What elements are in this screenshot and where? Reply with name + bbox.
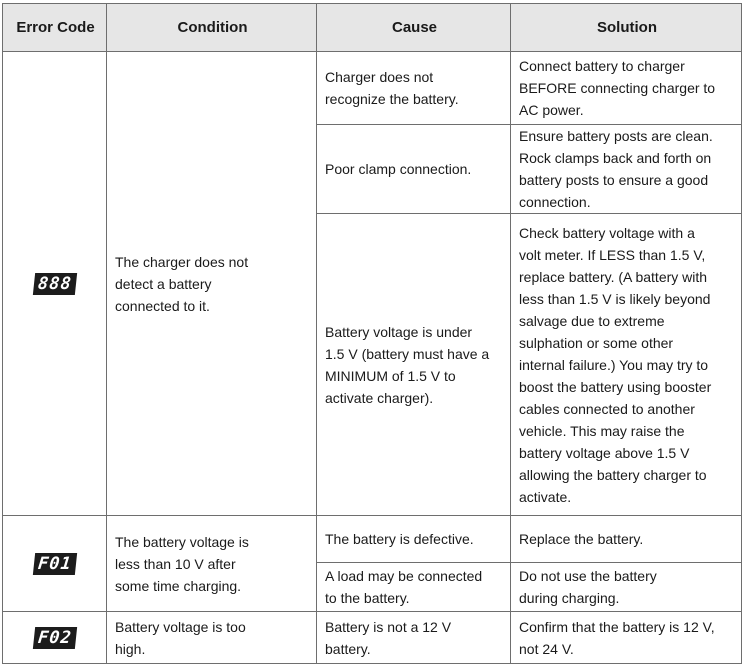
error-code-cell bbox=[3, 516, 107, 612]
cause-cell: Poor clamp connection. bbox=[317, 125, 511, 214]
header-solution: Solution bbox=[511, 4, 742, 52]
table-row bbox=[3, 516, 742, 563]
solution-cell: Check battery voltage with a volt meter. If LESS than 1.5 V, replace battery. (A battery with less than 1.5 V is likely beyond salvage due to extreme sulphation or some other internal failure.) You may try to boost the battery using booster cables connected to another vehicle. This may raise the battery voltage above 1.5 V allowing the battery charger to activate. bbox=[511, 214, 742, 516]
error-code-table bbox=[2, 3, 742, 664]
lcd-code-f01: F01 bbox=[32, 553, 76, 575]
solution-cell: Confirm that the battery is 12 V, not 24 V. bbox=[511, 612, 742, 664]
solution-cell: Connect battery to charger BEFORE connecting charger to AC power. bbox=[511, 52, 742, 125]
solution-cell: Do not use the battery during charging. bbox=[511, 563, 742, 612]
cause-cell: Battery voltage is under 1.5 V (battery must have a MINIMUM of 1.5 V to activate charger). bbox=[317, 214, 511, 516]
header-condition: Condition bbox=[107, 4, 317, 52]
lcd-code-f02: F02 bbox=[32, 627, 76, 649]
header-error-code: Error Code bbox=[3, 4, 107, 52]
condition-cell: Battery voltage is too high. bbox=[107, 612, 317, 664]
table-row bbox=[3, 612, 742, 664]
error-code-cell bbox=[3, 52, 107, 516]
header-cause: Cause bbox=[317, 4, 511, 52]
cause-cell: Charger does not recognize the battery. bbox=[317, 52, 511, 125]
cause-cell: A load may be connected to the battery. bbox=[317, 563, 511, 612]
table-header-row bbox=[3, 4, 742, 52]
cause-cell: Battery is not a 12 V battery. bbox=[317, 612, 511, 664]
solution-cell: Ensure battery posts are clean. Rock clamps back and forth on battery posts to ensure a good connection. bbox=[511, 125, 742, 214]
condition-cell: The battery voltage is less than 10 V after some time charging. bbox=[107, 516, 317, 612]
table-row bbox=[3, 52, 742, 125]
cause-cell: The battery is defective. bbox=[317, 516, 511, 563]
condition-cell: The charger does not detect a battery connected to it. bbox=[107, 52, 317, 516]
error-code-cell bbox=[3, 612, 107, 664]
solution-cell: Replace the battery. bbox=[511, 516, 742, 563]
lcd-code-888: 888 bbox=[32, 273, 76, 295]
